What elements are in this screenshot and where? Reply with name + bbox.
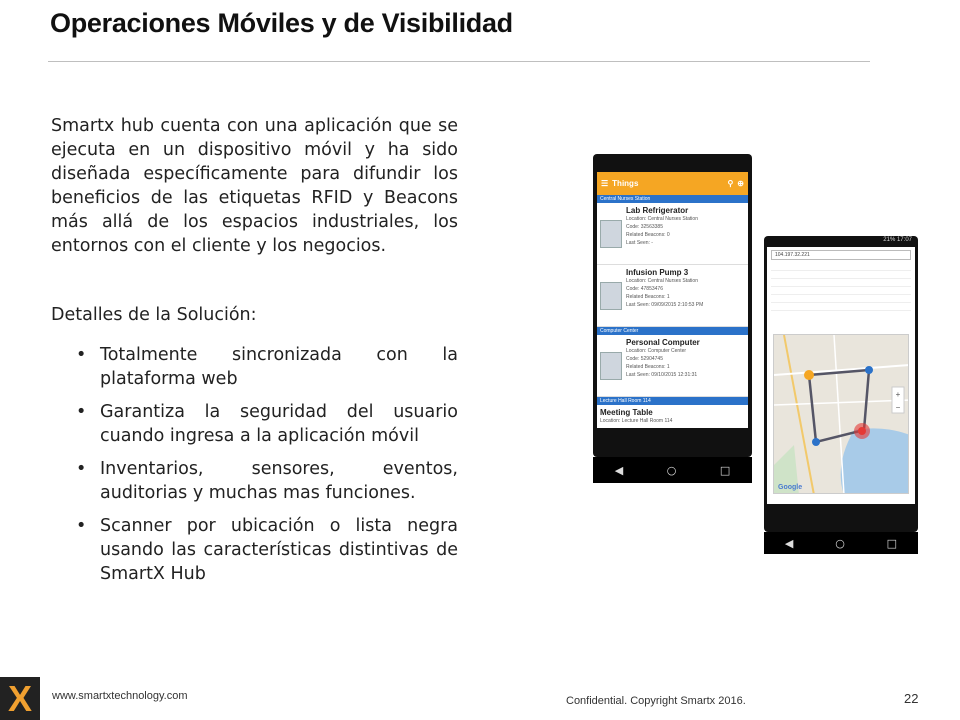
android-nav-bar [593, 457, 752, 483]
things-app-title: Things [612, 179, 639, 188]
page-number: 22 [904, 691, 919, 706]
item-detail: Code: 47853476 [626, 286, 663, 292]
bullet-text: Inventarios, sensores, eventos, auditorias y muchas mas funciones. [100, 459, 458, 503]
item-detail: Last Seen: 09/10/2015 12:31:31 [626, 372, 698, 378]
solution-details-heading: Detalles de la Solución: [51, 305, 257, 325]
solution-bullet-list [76, 343, 458, 595]
bullet-item [76, 400, 458, 448]
bullet-text: Totalmente sincronizada con la plataforma web [100, 345, 458, 389]
confidential-notice: Confidential. Copyright Smartx 2016. [566, 695, 746, 707]
bullet-item [76, 514, 458, 586]
home-icon[interactable]: ○ [666, 463, 677, 477]
section-header: Central Nurses Station [597, 195, 748, 203]
bullet-text: Garantiza la seguridad del usuario cuando ingresa a la aplicación móvil [100, 402, 458, 446]
smartx-logo: X [0, 677, 40, 720]
recents-icon[interactable]: □ [719, 463, 731, 477]
menu-icon[interactable]: ☰ [601, 179, 609, 188]
list-item[interactable] [597, 265, 748, 327]
item-detail: Location: Computer Center [626, 348, 687, 354]
fridge-thumbnail [600, 220, 622, 248]
list-item[interactable] [597, 405, 748, 428]
item-detail: Code: 32563385 [626, 224, 663, 230]
things-screen [597, 172, 748, 428]
item-detail: Last Seen: 09/09/2015 2:10:53 PM [626, 302, 704, 308]
route-map[interactable] [773, 334, 909, 494]
data-table [771, 263, 911, 311]
bullet-marker: • [76, 345, 87, 365]
bullet-marker: • [76, 459, 87, 479]
list-item[interactable] [597, 335, 748, 397]
item-detail: Code: 52904745 [626, 356, 663, 362]
intro-paragraph: Smartx hub cuenta con una aplicación que se ejecuta en un dispositivo móvil y ha sido diseñada específicamente para difundir los beneficios de las etiquetas RFID y Beacons más allá de los espacios industriales, los entornos con el cliente y los negocios. [51, 116, 458, 256]
slide-title: Operaciones Móviles y de Visibilidad [50, 8, 513, 38]
section-header: Computer Center [597, 327, 748, 335]
item-detail: Related Beacons: 0 [626, 232, 670, 238]
recents-icon[interactable]: □ [886, 536, 898, 550]
android-nav-bar [764, 532, 918, 554]
bullet-text: Scanner por ubicación o lista negra usando las características distintivas de SmartX Hub [100, 516, 458, 584]
bullet-item [76, 457, 458, 505]
svg-text:−: − [895, 403, 901, 412]
computer-thumbnail [600, 352, 622, 380]
phone-map-view [764, 236, 918, 550]
section-header: Lecture Hall Room 114 [597, 397, 748, 405]
item-name: Personal Computer [626, 338, 700, 347]
item-detail: Location: Central Nurses Station [626, 216, 698, 222]
status-bar: 21% 17:07 [883, 237, 912, 243]
map-brand: Google [778, 484, 803, 491]
things-app-bar [597, 172, 748, 195]
bullet-marker: • [76, 516, 87, 536]
pump-thumbnail [600, 282, 622, 310]
list-item[interactable] [597, 203, 748, 265]
add-icon[interactable]: ⊕ [737, 179, 744, 188]
title-divider [48, 61, 870, 62]
bullet-marker: • [76, 402, 87, 422]
item-name: Lab Refrigerator [626, 206, 689, 215]
search-icon[interactable]: ⚲ [727, 179, 734, 188]
back-icon[interactable]: ◀ [784, 536, 794, 550]
item-detail: Related Beacons: 1 [626, 294, 670, 300]
svg-text:+: + [895, 390, 901, 399]
phone-things-list [593, 154, 752, 477]
item-detail: Last Seen: - [626, 240, 653, 246]
item-detail: Related Beacons: 1 [626, 364, 670, 370]
map-screen [767, 247, 915, 504]
item-detail: Location: Lecture Hall Room 114 [600, 418, 673, 424]
item-detail: Location: Central Nurses Station [626, 278, 698, 284]
website-link[interactable]: www.smartxtechnology.com [52, 690, 188, 702]
bullet-item [76, 343, 458, 391]
url-bar[interactable]: 104.197.32.221 [771, 250, 911, 260]
item-name: Meeting Table [600, 408, 653, 417]
item-name: Infusion Pump 3 [626, 268, 689, 277]
back-icon[interactable]: ◀ [614, 463, 624, 477]
home-icon[interactable]: ○ [835, 536, 845, 550]
